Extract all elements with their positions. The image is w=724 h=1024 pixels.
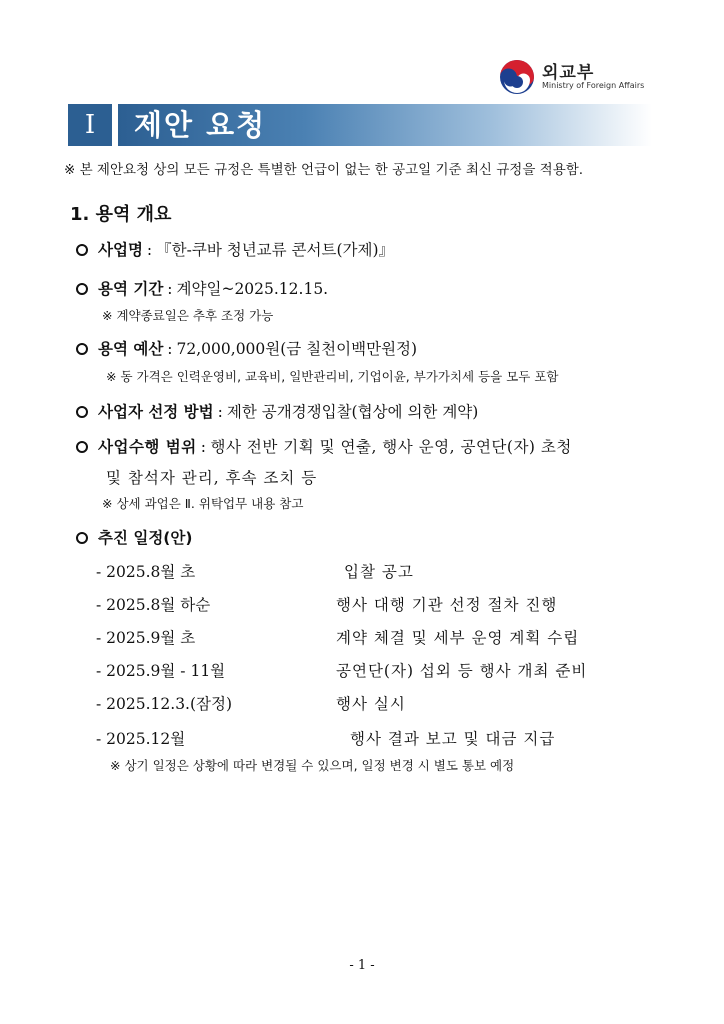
schedule-desc: 계약 체결 및 세부 운영 계획 수립 [336, 629, 580, 647]
schedule-desc: 행사 실시 [336, 695, 406, 713]
item-selection-method: 사업자 선정 방법 : 제한 공개경쟁입찰(협상에 의한 계약) [76, 400, 478, 422]
section-title: 제안 요청 [134, 108, 267, 142]
section-banner [68, 104, 652, 146]
item-service-budget: 용역 예산 : 72,000,000원(금 칠천이백만원정) [76, 337, 417, 359]
period-note: ※ 계약종료일은 추후 조정 가능 [102, 308, 274, 323]
item-label: 사업자 선정 방법 [98, 403, 214, 421]
logo-english-name: Ministry of Foreign Affairs [542, 81, 645, 90]
scope-continuation: 및 참석자 관리, 후속 조치 등 [106, 469, 318, 487]
circle-bullet-icon [76, 283, 88, 295]
section-number: I [68, 104, 112, 146]
schedule-date: - 2025.12.3.(잠정) [96, 695, 233, 713]
budget-note: ※ 동 가격은 인력운영비, 교육비, 일반관리비, 기업이윤, 부가가치세 등을 모두 포함 [106, 369, 559, 384]
item-schedule [76, 526, 192, 548]
item-label: 사업수행 범위 [98, 438, 197, 456]
item-value: 72,000,000원(금 칠천이백만원정) [176, 340, 418, 358]
circle-bullet-icon [76, 441, 88, 453]
schedule-desc: 입찰 공고 [344, 563, 414, 581]
taegeuk-emblem-icon [498, 58, 536, 96]
schedule-desc: 공연단(자) 섭외 등 행사 개최 준비 [336, 662, 588, 680]
item-project-scope: 사업수행 범위 : 행사 전반 기획 및 연출, 행사 운영, 공연단(자) 초청 [76, 435, 572, 457]
schedule-note: ※ 상기 일정은 상황에 따라 변경될 수 있으며, 일정 변경 시 별도 통보 예정 [110, 758, 515, 773]
schedule-date: - 2025.9월 초 [96, 629, 196, 647]
schedule-date: - 2025.9월 - 11월 [96, 662, 226, 680]
circle-bullet-icon [76, 406, 88, 418]
item-value: 제한 공개경쟁입찰(협상에 의한 계약) [226, 403, 479, 421]
ministry-logo [498, 56, 648, 96]
circle-bullet-icon [76, 244, 88, 256]
schedule-date: - 2025.12월 [96, 730, 186, 748]
heading-service-overview: 1. 용역 개요 [70, 204, 172, 225]
item-label: 사업명 [98, 241, 143, 259]
item-service-period: 용역 기간 : 계약일~2025.12.15. [76, 277, 328, 299]
schedule-desc: 행사 대행 기관 선정 절차 진행 [336, 596, 558, 614]
item-label: 용역 기간 [98, 280, 164, 298]
item-value: 행사 전반 기획 및 연출, 행사 운영, 공연단(자) 초청 [210, 438, 572, 456]
page-number: - 1 - [349, 958, 375, 973]
scope-note: ※ 상세 과업은 Ⅱ. 위탁업무 내용 참고 [102, 496, 304, 511]
schedule-date: - 2025.8월 하순 [96, 596, 211, 614]
item-label: 용역 예산 [98, 340, 164, 358]
logo-korean-name: 외교부 [542, 63, 595, 83]
item-value: 『한-쿠바 청년교류 콘서트(가제)』 [156, 241, 395, 259]
schedule-date: - 2025.8월 초 [96, 563, 196, 581]
item-label: 추진 일정(안) [98, 529, 193, 547]
regulation-note: ※ 본 제안요청 상의 모든 규정은 특별한 언급이 없는 한 공고일 기준 최신 규정을 적용함. [64, 162, 584, 178]
schedule-desc: 행사 결과 보고 및 대금 지급 [350, 730, 556, 748]
item-value: 계약일~2025.12.15. [176, 280, 329, 298]
circle-bullet-icon [76, 532, 88, 544]
circle-bullet-icon [76, 343, 88, 355]
item-project-name: 사업명 : 『한-쿠바 청년교류 콘서트(가제)』 [76, 238, 394, 260]
